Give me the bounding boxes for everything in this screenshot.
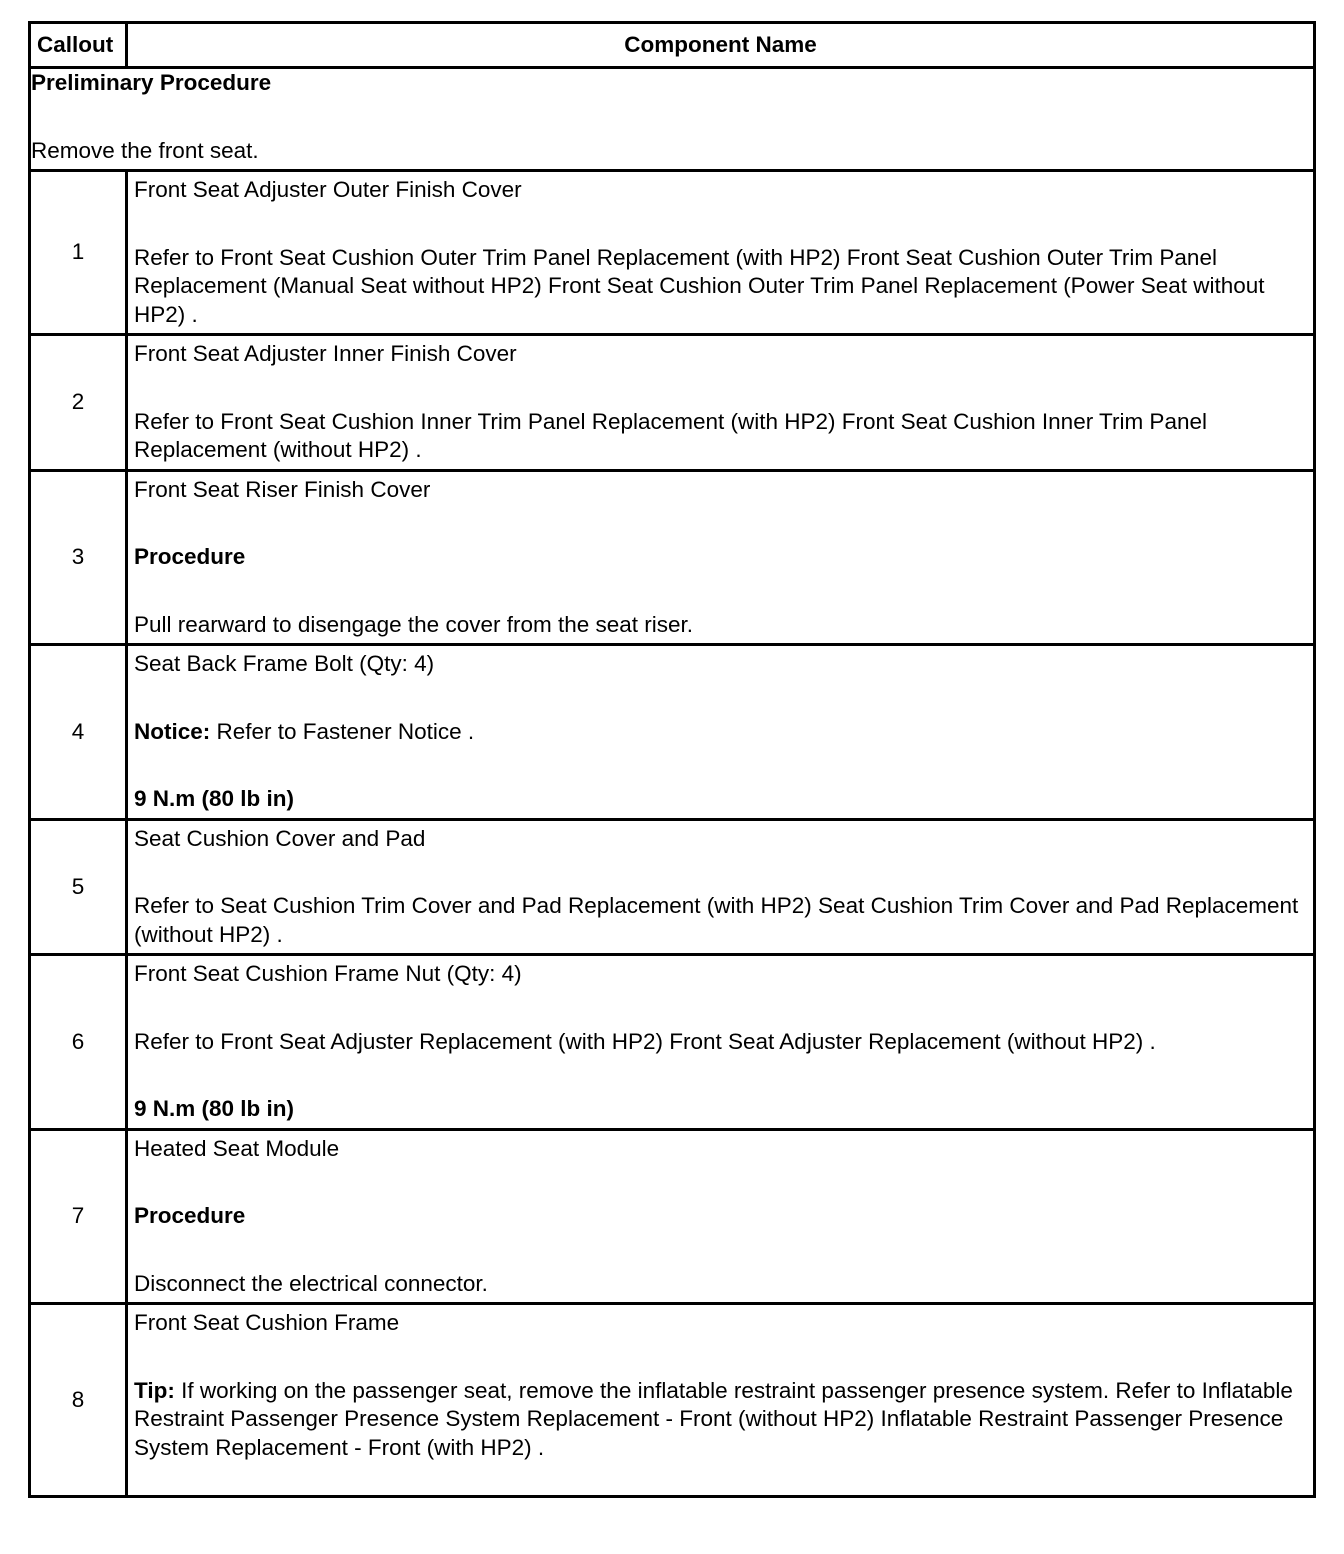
preliminary-row [30,68,1315,171]
component-name: Front Seat Cushion Frame Nut (Qty: 4) [134,961,522,986]
reference-text: Refer to Front Seat Cushion Outer Trim Panel Replacement (with HP2) Front Seat Cushion Outer Trim Panel Replacement (Manual Seat without HP2) Front Seat Cushion Outer Trim Panel Replacement (Power Seat without HP2) . [134,244,1265,327]
table-row [30,645,1315,820]
tip [134,1377,1307,1463]
procedure-label: Procedure [134,544,246,569]
tip-label: Tip: [134,1377,175,1403]
callout-number: 8 [30,1304,127,1497]
component-name-header: Component Name [127,23,1315,68]
table-row [30,1304,1315,1497]
callout-header: Callout [30,23,127,68]
component-name: Seat Back Frame Bolt (Qty: 4) [134,651,435,676]
table-row [30,955,1315,1130]
callout-number: 2 [30,335,127,471]
preliminary-title: Preliminary Procedure [31,70,272,95]
torque-spec: 9 N.m (80 lb in) [134,1096,295,1121]
callout-number: 4 [30,645,127,820]
component-name: Front Seat Riser Finish Cover [134,476,431,502]
torque-spec: 9 N.m (80 lb in) [134,786,295,811]
procedure-table [28,21,1316,1498]
procedure-label: Procedure [134,1203,246,1228]
table-row [30,470,1315,645]
callout-number: 6 [30,955,127,1130]
table-row [30,819,1315,955]
component-name: Heated Seat Module [134,1135,340,1161]
table-row [30,335,1315,471]
header-row [30,23,1315,68]
notice [134,718,1307,747]
component-name: Seat Cushion Cover and Pad [134,825,426,851]
table-row [30,171,1315,335]
table-row [30,1129,1315,1304]
reference-text: Refer to Seat Cushion Trim Cover and Pad Replacement (with HP2) Seat Cushion Trim Cover and Pad Replacement (without HP2) . [134,893,1299,947]
component-name: Front Seat Cushion Frame [134,1310,400,1335]
callout-number: 1 [30,171,127,335]
procedure-text: Disconnect the electrical connector. [134,1270,488,1296]
reference-text: Refer to Front Seat Adjuster Replacement (with HP2) Front Seat Adjuster Replacement (without HP2) . [134,1028,1156,1054]
notice-text: Refer to Fastener Notice . [210,718,475,744]
preliminary-text: Remove the front seat. [31,137,259,163]
callout-number: 7 [30,1129,127,1304]
callout-number: 3 [30,470,127,645]
component-name: Front Seat Adjuster Outer Finish Cover [134,177,522,202]
notice-label: Notice: [134,718,211,744]
procedure-text: Pull rearward to disengage the cover from the seat riser. [134,611,694,637]
callout-number: 5 [30,819,127,955]
tip-text: If working on the passenger seat, remove the inflatable restraint passenger presence system. Refer to Inflatable Restraint Passenger Presence System Replacement - Front (without HP2) Inflatable Restraint Passenger Presence System Replacement - Front (with HP2) . [134,1377,1293,1460]
component-name: Front Seat Adjuster Inner Finish Cover [134,341,517,366]
reference-text: Refer to Front Seat Cushion Inner Trim Panel Replacement (with HP2) Front Seat Cushion Inner Trim Panel Replacement (without HP2) . [134,408,1207,462]
